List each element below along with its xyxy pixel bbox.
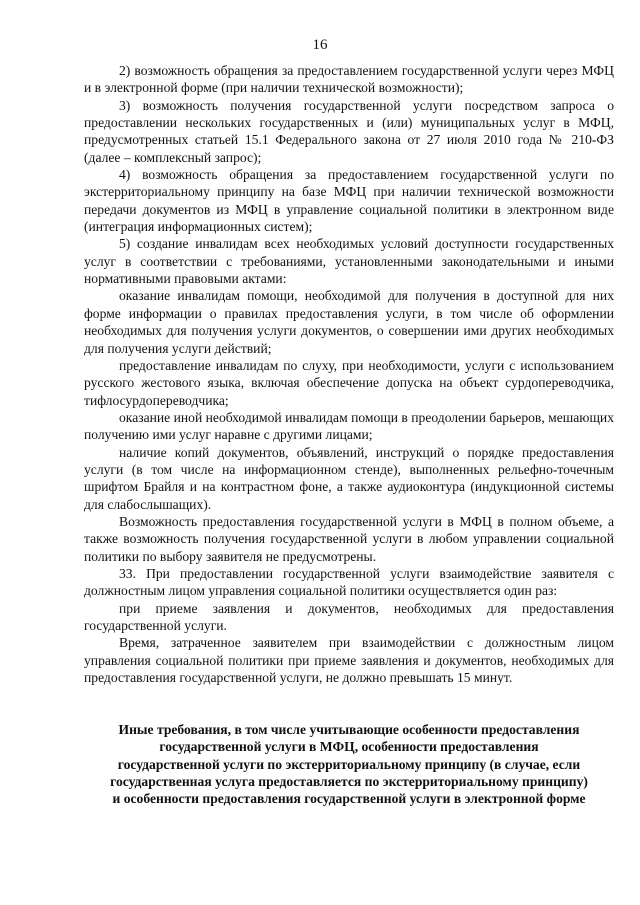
paragraph-sign-language: предоставление инвалидам по слуху, при необходимости, услуги с использованием русского жестового языка, включая обеспечение допуска на объект сурдопереводчика, тифлосурдопереводчика; xyxy=(84,357,614,408)
section-heading-line: и особенности предоставления государственной услуги в электронной форме xyxy=(112,791,586,807)
section-heading-line: государственная услуга предоставляется по экстерриториальному принципу) xyxy=(110,773,588,789)
page-number: 16 xyxy=(312,37,328,53)
paragraph-disability-assistance: оказание инвалидам помощи, необходимой для получения в доступной для них форме информации о правилах предоставления услуги, в том числе об оформлении необходимых для получения услуги документов, о совершении ими других необходимых для получения услуги действий; xyxy=(84,288,614,356)
paragraph-clause-33: 33. При предоставлении государственной услуги взаимодействие заявителя с должностным лицом управления социальной политики осуществляется один раз: xyxy=(84,565,614,599)
paragraph-mfc-full-scope: Возможность предоставления государственной услуги в МФЦ в полном объеме, а также возможность получения государственной услуги в любом управлении социальной политики по выбору заявителя не предусмотрены. xyxy=(84,513,614,564)
section-heading xyxy=(84,721,614,807)
section-heading-line: государственной услуги в МФЦ, особенности предоставления xyxy=(159,739,539,755)
paragraph-braille-copies: наличие копий документов, объявлений, инструкций о порядке предоставления услуги (в том числе на информационном стенде), выполненных рельефно-точечным шрифтом Брайля и на контрастном фоне, а также аудиоконтура (индукционной системы для слабослышащих). xyxy=(84,444,614,512)
body-text xyxy=(84,62,614,686)
section-heading-line: Иные требования, в том числе учитывающие особенности предоставления xyxy=(118,722,580,737)
section-heading-line: государственной услуги по экстерриториальному принципу (в случае, если xyxy=(117,756,581,772)
paragraph-item-5: 5) создание инвалидам всех необходимых условий доступности государственных услуг в соответствии с требованиями, установленными законодательными и иными нормативными правовыми актами: xyxy=(84,236,614,287)
paragraph-barrier-help: оказание иной необходимой инвалидам помощи в преодолении барьеров, мешающих получению ими услуг наравне с другими лицами; xyxy=(84,409,614,443)
paragraph-time-limit: Время, затраченное заявителем при взаимодействии с должностным лицом управления социальной политики при приеме заявления и документов, необходимых для предоставления государственной услуги, не должно превышать 15 минут. xyxy=(84,635,614,686)
paragraph-item-2: 2) возможность обращения за предоставлением государственной услуги через МФЦ и в электронной форме (при наличии технической возможности); xyxy=(84,63,614,96)
paragraph-item-4: 4) возможность обращения за предоставлением государственной услуги по экстерриториальному принципу на базе МФЦ при наличии технической возможности передачи документов из МФЦ в управление социальной политики в электронном виде (интеграция информационных систем); xyxy=(84,167,614,235)
paragraph-item-3: 3) возможность получения государственной услуги посредством запроса о предоставлении нескольких государственных и (или) муниципальных услуг в МФЦ, предусмотренных статьей 15.1 Федерального закона от 27 июля 2010 года № 210-ФЗ (далее – комплексный запрос); xyxy=(84,97,614,165)
paragraph-application-intake: при приеме заявления и документов, необходимых для предоставления государственной услуги. xyxy=(84,600,614,633)
